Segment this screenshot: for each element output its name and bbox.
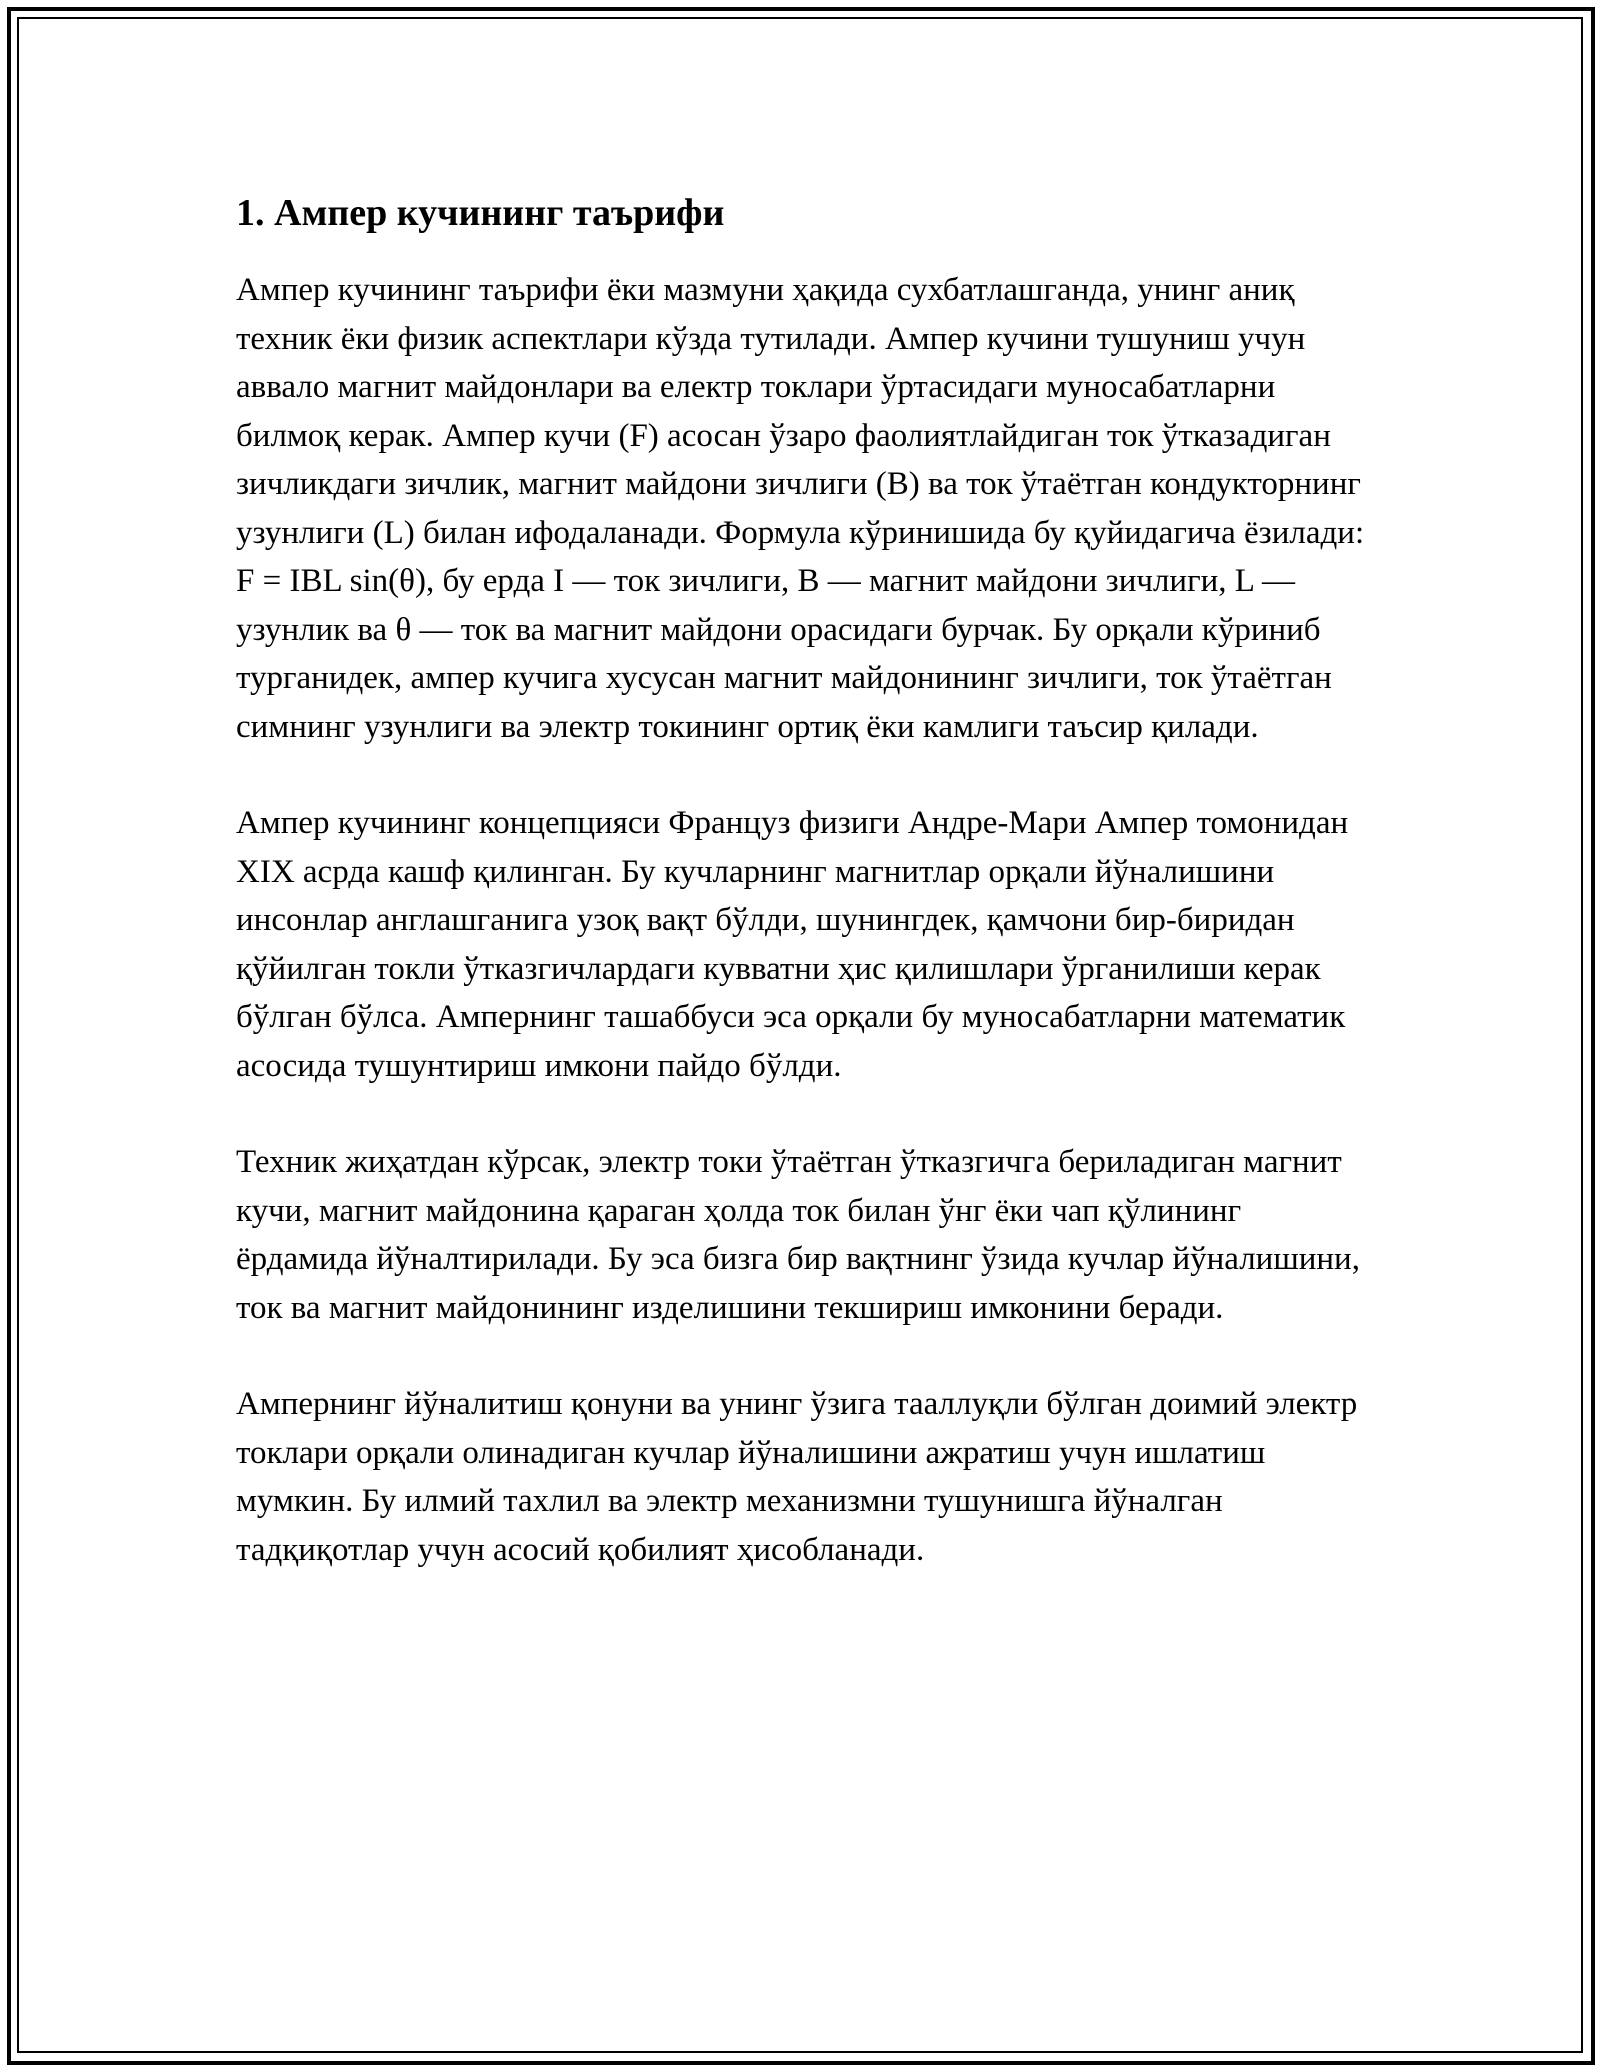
section-heading: 1. Ампер кучининг таърифи [236,192,725,234]
paragraph-technical: Техник жиҳатдан кўрсак, электр токи ўтаётган ўтказгичга бериладиган магнит кучи, магнит майдонина қараган ҳолда ток билан ўнг ёки чап қўлининг ёрдамида йўналтирилади. Бу эса бизга бир вақтнинг ўзида кучлар йўналишини, ток ва магнит майдонининг изделишини текшириш имконини беради. [236,1144,1360,1326]
document-body [236,186,1376,1622]
paragraph-application: Ампернинг йўналитиш қонуни ва унинг ўзига тааллуқли бўлган доимий электр токлари орқали олинадиган кучлар йўналишини ажратиш учун ишлатиш мумкин. Бу илмий тахлил ва электр механизмни тушунишга йўналган тадқиқотлар учун асосий қобилият ҳисобланади. [236,1386,1358,1568]
paragraph-history: Ампер кучининг концепцияси Француз физиги Андре-Мари Ампер томонидан XIX асрда кашф қилинган. Бу кучларнинг магнитлар орқали йўналишини инсонлар англашганига узоқ вақт бўлди, шунингдек, қамчони бир-биридан қўйилган токли ўтказгичлардаги кувватни ҳис қилишлари ўрганилиши керак бўлган бўлса. Ампернинг ташаббуси эса орқали бу муносабатларни математик асосида тушунтириш имкони пайдо бўлди. [236,805,1349,1084]
paragraph-definition: Ампер кучининг таърифи ёки мазмуни ҳақида сухбатлашганда, унинг аниқ техник ёки физик аспектлари кўзда тутилади. Ампер кучини тушуниш учун аввало магнит майдонлари ва електр токлари ўртасидаги муносабатларни билмоқ керак. Ампер кучи (F) асосан ўзаро фаолиятлайдиган ток ўтказадиган зичликдаги зичлик, магнит майдони зичлиги (B) ва ток ўтаётган кондукторнинг узунлиги (L) билан ифодаланади. Формула кўринишида бу қуйидагича ёзилади: F = IBL sin(θ), бу ерда I — ток зичлиги, B — магнит майдони зичлиги, L — узунлик ва θ — ток ва магнит майдони орасидаги бурчак. Бу орқали кўриниб турганидек, ампер кучига хусусан магнит майдонининг зичлиги, ток ўтаётган симнинг узунлиги ва электр токининг ортиқ ёки камлиги таъсир қилади. [236,272,1365,745]
